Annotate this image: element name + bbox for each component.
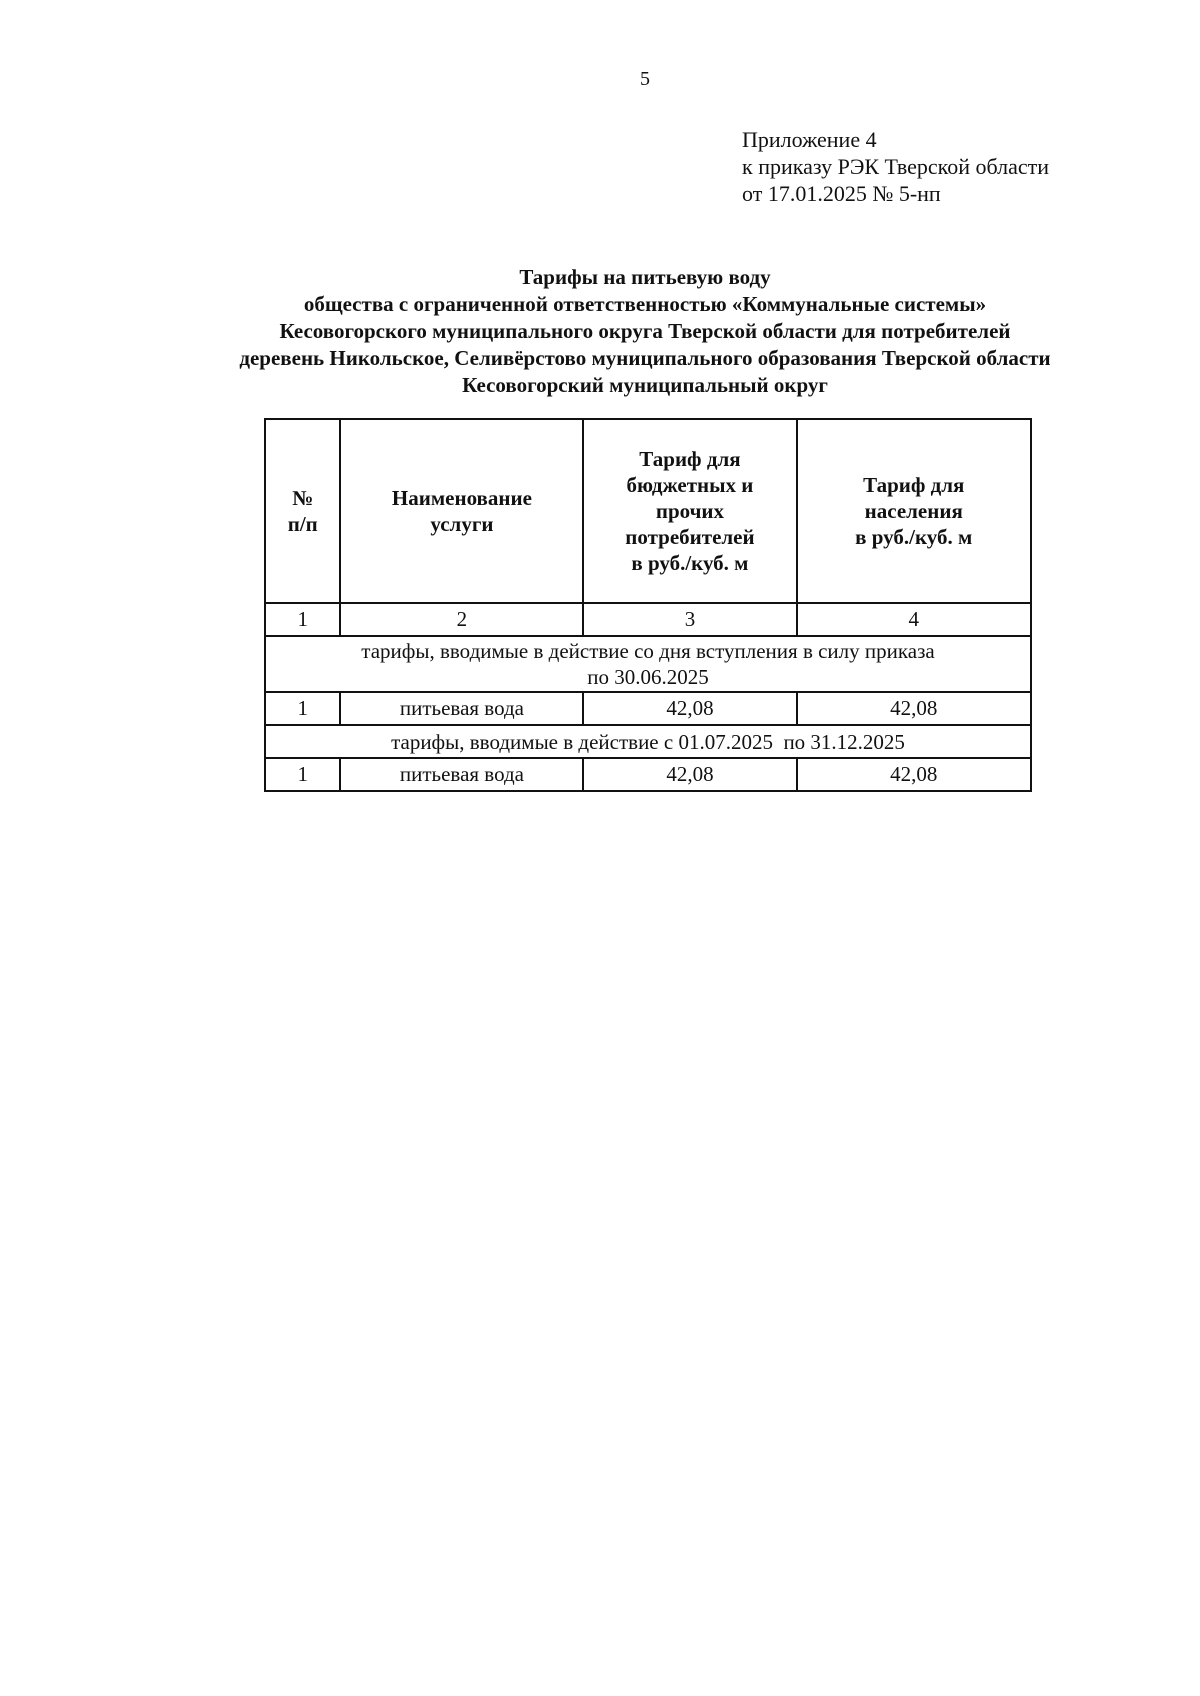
period-label [265, 725, 1031, 758]
header-service-name [340, 419, 583, 603]
page-number: 5 [640, 68, 650, 90]
column-number: 4 [797, 603, 1032, 636]
header-budget-tariff [583, 419, 796, 603]
header-text: населения [864, 499, 963, 523]
table-row [265, 758, 1031, 791]
header-text: в руб./куб. м [855, 525, 973, 549]
title-line: деревень Никольское, Селивёрстово муниципального образования Тверской области [239, 346, 1051, 370]
column-number-row [265, 603, 1031, 636]
row-number: 1 [265, 692, 340, 725]
header-text: бюджетных и [626, 473, 754, 497]
population-tariff-value: 42,08 [797, 758, 1032, 791]
period-row [265, 725, 1031, 758]
title-line: Кесовогорского муниципального округа Тверской области для потребителей [279, 319, 1011, 343]
column-number: 2 [340, 603, 583, 636]
period-label [265, 636, 1031, 692]
period-text: тарифы, вводимые в действие с 01.07.2025 по 31.12.2025 [391, 729, 905, 754]
budget-tariff-value: 42,08 [583, 758, 796, 791]
header-text: п/п [287, 512, 318, 536]
period-text: по 30.06.2025 [587, 665, 709, 689]
table-row [265, 692, 1031, 725]
service-name: питьевая вода [340, 692, 583, 725]
appendix-line: Приложение 4 [742, 127, 877, 152]
title-line: Кесовогорский муниципальный округ [462, 373, 828, 397]
service-name: питьевая вода [340, 758, 583, 791]
appendix-line: к приказу РЭК Тверской области [742, 154, 1050, 179]
appendix-line: от 17.01.2025 № 5-нп [742, 181, 941, 206]
period-row [265, 636, 1031, 692]
header-number [265, 419, 340, 603]
table-header-row [265, 419, 1031, 603]
budget-tariff-value: 42,08 [583, 692, 796, 725]
header-text: прочих [655, 499, 725, 523]
header-text: Тариф для [863, 473, 965, 497]
document-title [140, 264, 1150, 399]
title-line: Тарифы на питьевую воду [519, 265, 771, 289]
row-number: 1 [265, 758, 340, 791]
header-text: в руб./куб. м [631, 551, 749, 575]
header-population-tariff [797, 419, 1032, 603]
header-text: № [292, 486, 314, 510]
appendix-reference [742, 126, 1049, 207]
column-number: 1 [265, 603, 340, 636]
tariff-table [264, 418, 1032, 792]
header-text: услуги [430, 512, 494, 536]
header-text: Наименование [391, 486, 532, 510]
header-text: Тариф для [639, 447, 741, 471]
column-number: 3 [583, 603, 796, 636]
title-line: общества с ограниченной ответственностью «Коммунальные системы» [303, 292, 987, 316]
header-text: потребителей [625, 525, 755, 549]
population-tariff-value: 42,08 [797, 692, 1032, 725]
period-text: тарифы, вводимые в действие со дня вступления в силу приказа [361, 639, 935, 663]
